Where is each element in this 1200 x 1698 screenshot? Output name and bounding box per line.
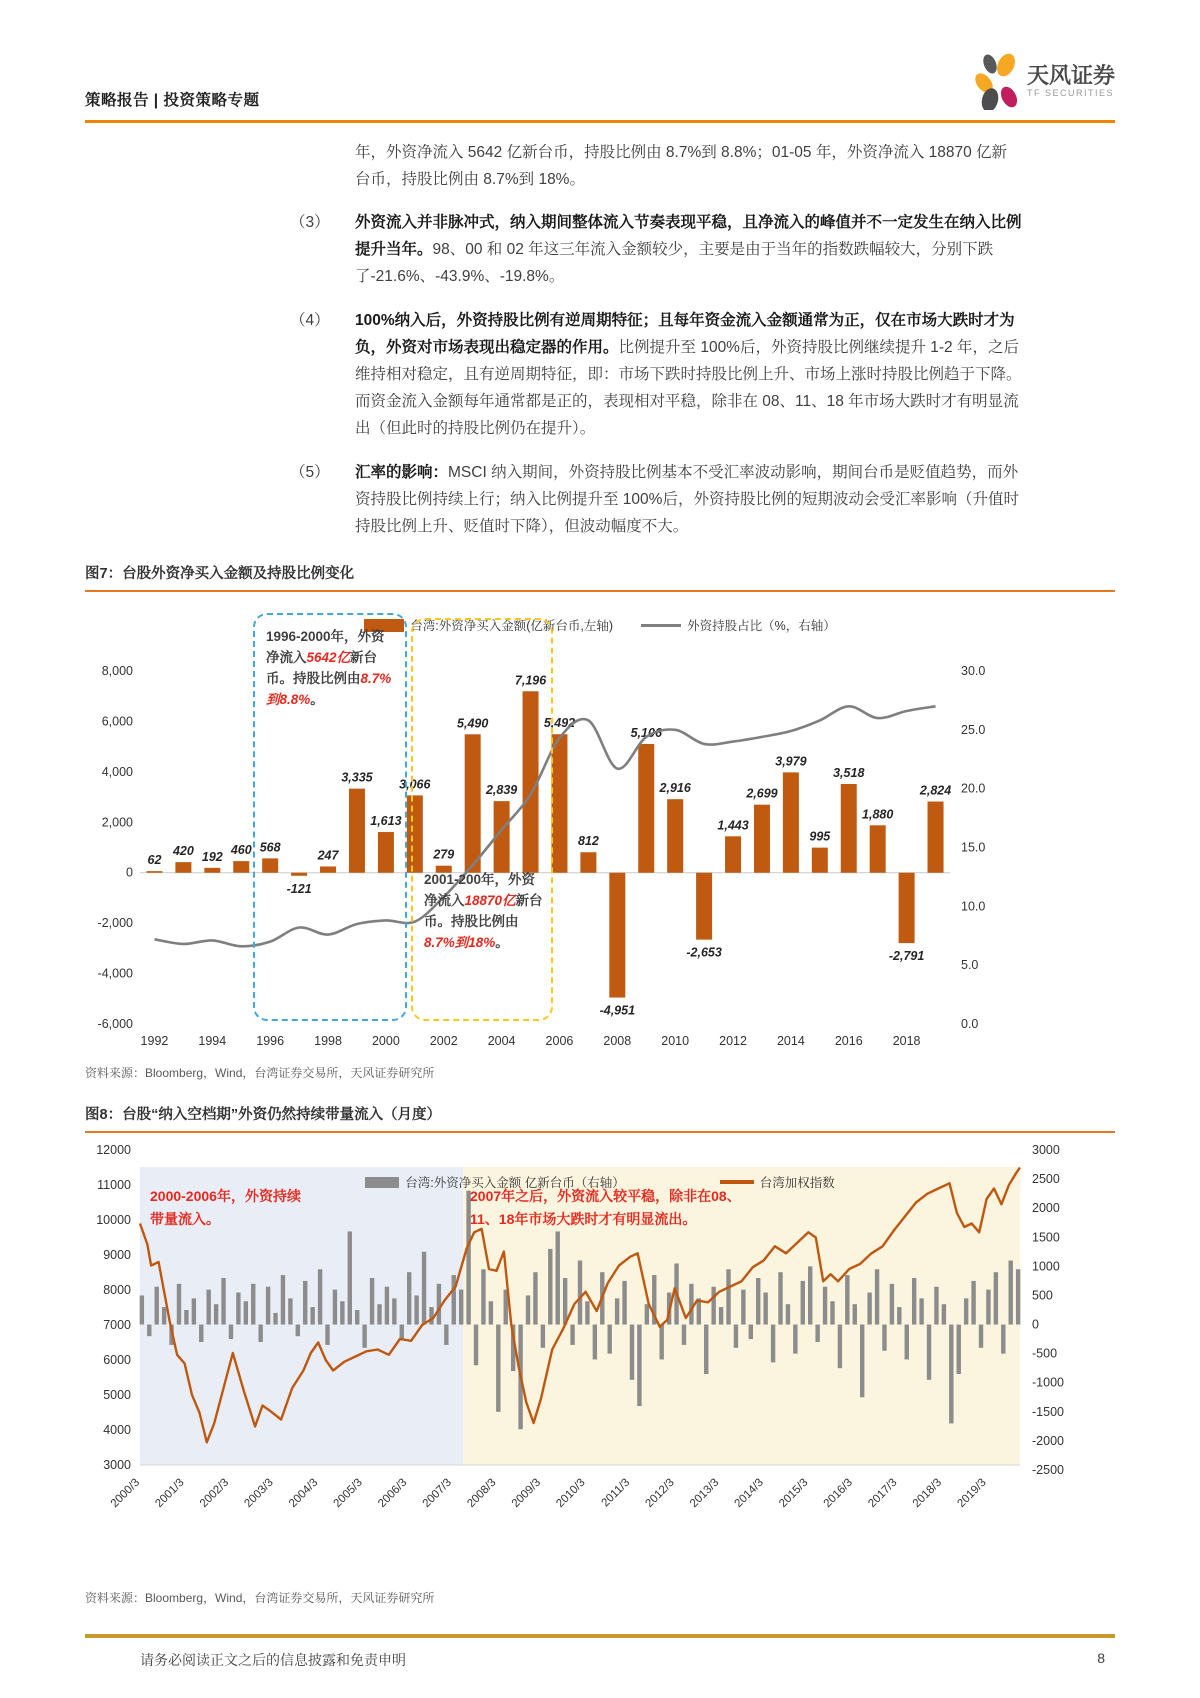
svg-text:500: 500	[1032, 1288, 1053, 1303]
svg-text:2007/3: 2007/3	[420, 1476, 455, 1511]
svg-text:2004/3: 2004/3	[286, 1476, 321, 1511]
svg-text:5.0: 5.0	[961, 958, 979, 973]
report-header	[85, 0, 1115, 110]
svg-text:12000: 12000	[96, 1143, 131, 1157]
svg-text:2,000: 2,000	[101, 815, 133, 830]
svg-text:6,000: 6,000	[101, 714, 133, 729]
list-number: （3）	[290, 214, 330, 231]
svg-text:2011/3: 2011/3	[599, 1476, 633, 1510]
svg-text:247: 247	[317, 848, 339, 863]
svg-text:2005/3: 2005/3	[331, 1476, 365, 1511]
svg-text:420: 420	[172, 844, 194, 859]
svg-text:279: 279	[433, 847, 455, 862]
svg-text:4,000: 4,000	[101, 764, 133, 779]
svg-text:2018: 2018	[892, 1034, 921, 1048]
figure-8-title: 图8：台股“纳入空档期”外资仍然持续带量流入（月度）	[85, 1103, 1115, 1133]
line-swatch-icon	[720, 1180, 754, 1184]
figure-7-title: 图7：台股外资净买入金额及持股比例变化	[85, 562, 1115, 592]
svg-text:25.0: 25.0	[961, 722, 986, 737]
line-swatch-icon	[641, 624, 681, 627]
svg-text:4000: 4000	[103, 1423, 131, 1437]
svg-text:2010/3: 2010/3	[554, 1476, 588, 1511]
svg-text:10000: 10000	[96, 1213, 131, 1227]
figure-7-legend	[85, 616, 1115, 634]
list-item-4	[290, 307, 1022, 442]
svg-text:5,492: 5,492	[543, 716, 576, 731]
svg-text:-2,653: -2,653	[686, 945, 722, 960]
legend-label: 外资持股占比（%，右轴）	[687, 619, 836, 633]
legend-label: 台湾:外资净买入金额 亿新台币（右轴）	[405, 1176, 625, 1190]
figure-8-source: 资料来源：Bloomberg，Wind，台湾证券交易所，天风证券研究所	[85, 1591, 435, 1605]
svg-text:2008: 2008	[603, 1034, 632, 1048]
svg-text:2004: 2004	[487, 1034, 516, 1048]
svg-text:2019/3: 2019/3	[955, 1476, 989, 1511]
svg-text:0: 0	[126, 865, 133, 880]
svg-text:-6,000: -6,000	[97, 1017, 133, 1031]
svg-text:11000: 11000	[97, 1178, 131, 1192]
list-number: （5）	[290, 464, 330, 481]
svg-text:9000: 9000	[103, 1248, 131, 1262]
svg-text:20.0: 20.0	[961, 781, 986, 796]
legend-item-holding	[641, 616, 836, 634]
svg-text:2016: 2016	[834, 1034, 863, 1048]
svg-text:460: 460	[230, 843, 252, 858]
svg-text:2006: 2006	[545, 1034, 574, 1048]
annotation-2001-2005: 2001-200年，外资净流入18870亿新台币。持股比例由8.7%到18%。	[424, 872, 543, 950]
legend-label: 台湾:外资净买入金额(亿新台币,左轴)	[410, 619, 614, 633]
svg-text:2006/3: 2006/3	[376, 1476, 410, 1511]
svg-text:-4,000: -4,000	[97, 966, 133, 981]
svg-text:-2000: -2000	[1032, 1433, 1064, 1448]
annotation-after-2007: 2007年之后，外资流入较平稳，除非在08、 11、18年市场大跌时才有明显流出。	[470, 1188, 741, 1227]
logo-petals-icon	[973, 52, 1019, 110]
svg-text:8,000: 8,000	[101, 664, 133, 678]
list-item-3	[290, 209, 1022, 290]
page-number: 8	[1097, 1650, 1105, 1666]
figure-8-chart	[85, 1137, 1115, 1579]
legend-label: 台湾加权指数	[759, 1176, 835, 1190]
svg-text:1,613: 1,613	[370, 814, 402, 829]
svg-text:2016/3: 2016/3	[821, 1476, 856, 1511]
svg-text:7000: 7000	[103, 1318, 131, 1332]
paragraph-continuation: 年，外资净流入 5642 亿新台币，持股比例由 8.7%到 8.8%；01-05 年，外资净流入 18870 亿新台币，持股比例由 8.7%到 18%。	[355, 144, 1008, 188]
svg-text:2000/3: 2000/3	[108, 1476, 143, 1511]
header-divider	[85, 120, 1115, 123]
svg-text:3,979: 3,979	[775, 754, 807, 769]
svg-text:1994: 1994	[198, 1034, 227, 1048]
tf-securities-logo	[973, 52, 1115, 110]
svg-text:8000: 8000	[103, 1283, 131, 1297]
svg-text:192: 192	[201, 849, 223, 864]
svg-text:1996: 1996	[256, 1034, 285, 1048]
svg-text:2,699: 2,699	[746, 786, 778, 801]
emphasis-text: 100%纳入后，外资持股比例有逆周期特征；且每年资金流入金额通常为正，仅在市场大跌时才为负，外资对市场表现出稳定器的作用。	[355, 312, 1015, 356]
svg-text:2012/3: 2012/3	[643, 1476, 677, 1511]
svg-text:-121: -121	[286, 881, 312, 896]
svg-text:2002: 2002	[429, 1034, 458, 1048]
svg-text:2,824: 2,824	[919, 783, 952, 798]
svg-text:2500: 2500	[1032, 1172, 1060, 1187]
svg-text:2018/3: 2018/3	[910, 1476, 945, 1511]
svg-text:568: 568	[259, 840, 281, 855]
svg-text:3000: 3000	[1032, 1143, 1060, 1157]
svg-text:1500: 1500	[1032, 1230, 1060, 1245]
svg-text:2009/3: 2009/3	[509, 1476, 544, 1511]
svg-text:62: 62	[147, 853, 162, 868]
svg-text:3,518: 3,518	[833, 766, 865, 781]
list-item-text	[355, 209, 1022, 290]
svg-text:1998: 1998	[314, 1034, 342, 1048]
svg-text:15.0: 15.0	[961, 840, 986, 855]
svg-text:-2,791: -2,791	[888, 949, 925, 964]
list-number: （4）	[290, 312, 330, 329]
regular-text: 98、00 和 02 年这三年流入金额较少，主要是由于当年的指数跌幅较大，分别下跌了-21.6%、-43.9%、-19.8%。	[355, 241, 994, 285]
svg-text:2000: 2000	[371, 1034, 400, 1048]
svg-text:0: 0	[1032, 1317, 1039, 1332]
svg-text:6000: 6000	[103, 1353, 131, 1367]
svg-text:2,839: 2,839	[485, 783, 518, 798]
svg-text:2015/3: 2015/3	[777, 1476, 811, 1511]
svg-text:3,066: 3,066	[399, 777, 431, 792]
svg-text:2013/3: 2013/3	[687, 1476, 722, 1511]
svg-text:2001/3: 2001/3	[153, 1476, 187, 1511]
svg-text:1,443: 1,443	[717, 818, 749, 833]
svg-text:-1000: -1000	[1032, 1375, 1064, 1390]
svg-text:10.0: 10.0	[961, 899, 986, 914]
figure-7	[85, 562, 1115, 1081]
annotation-1996-2000: 1996-2000年，外资净流入5642亿新台币。持股比例由8.7%到8.8%。	[266, 629, 392, 707]
regular-text: 比例提升至 100%后，外资持股比例继续提升 1-2 年，之后维持相对稳定，且有逆周期特征，即：市场下跌时持股比例上升、市场上涨时持股比例趋于下降。而资金流入金额每年通常都是正的，表现相对平稳，除非在 08、11、18 年市场大跌时才有明显流出（但此时的持股比例仍在提升）。	[355, 339, 1022, 437]
list-item-5	[290, 459, 1022, 540]
figure-7-source: 资料来源：Bloomberg，Wind，台湾证券交易所，天风证券研究所	[85, 1066, 435, 1080]
brand-name: 天风证券	[1026, 63, 1115, 89]
svg-text:5000: 5000	[103, 1388, 131, 1402]
figure-7-chart	[85, 596, 1115, 1054]
svg-text:3,335: 3,335	[341, 770, 373, 785]
page	[85, 0, 1115, 1670]
figure-7-canvas	[85, 596, 1115, 1054]
svg-text:2,916: 2,916	[659, 781, 691, 796]
svg-text:-2,000: -2,000	[97, 916, 133, 931]
svg-text:2000: 2000	[1032, 1201, 1060, 1216]
svg-text:7,196: 7,196	[514, 673, 547, 688]
svg-text:-4,951: -4,951	[599, 1003, 636, 1018]
annotation-2000-2006: 2000-2006年，外资持续 带量流入。	[150, 1188, 301, 1227]
svg-text:2003/3: 2003/3	[242, 1476, 276, 1511]
list-item-text	[355, 307, 1022, 442]
svg-text:5,490: 5,490	[457, 716, 489, 731]
svg-text:30.0: 30.0	[961, 664, 986, 678]
svg-text:-500: -500	[1032, 1346, 1058, 1361]
svg-text:2012: 2012	[719, 1034, 747, 1048]
svg-text:995: 995	[809, 829, 831, 844]
disclaimer-text: 请务必阅读正文之后的信息披露和免责申明	[140, 1652, 406, 1668]
svg-text:812: 812	[577, 834, 599, 849]
svg-text:2017/3: 2017/3	[866, 1476, 900, 1511]
svg-text:-1500: -1500	[1032, 1404, 1064, 1419]
emphasis-text: 汇率的影响：	[355, 464, 449, 481]
svg-text:2014/3: 2014/3	[732, 1476, 766, 1511]
svg-text:3000: 3000	[103, 1458, 131, 1472]
list-item-text	[355, 459, 1022, 540]
brand-subtitle: TF SECURITIES	[1026, 87, 1114, 98]
svg-text:1,880: 1,880	[862, 807, 894, 822]
svg-text:0.0: 0.0	[961, 1017, 979, 1031]
svg-text:5,106: 5,106	[630, 725, 662, 740]
body-text	[290, 139, 1022, 540]
bar-swatch-icon	[365, 1177, 399, 1188]
svg-text:2014: 2014	[776, 1034, 805, 1048]
svg-text:1992: 1992	[140, 1034, 169, 1048]
svg-text:2008/3: 2008/3	[465, 1476, 499, 1511]
page-footer	[85, 1634, 1115, 1670]
svg-text:2010: 2010	[661, 1034, 690, 1048]
regular-text: MSCI 纳入期间，外资持股比例基本不受汇率波动影响，期间台币是贬值趋势，而外资持股比例持续上行；纳入比例提升至 100%后，外资持股比例的短期波动会受汇率影响（升值时持股比例上升、贬值时下降），但波动幅度不大。	[355, 464, 1019, 535]
svg-text:1000: 1000	[1032, 1259, 1060, 1274]
highlight-box-2001-2005	[411, 618, 553, 1021]
report-category: 策略报告 | 投资策略专题	[85, 92, 260, 109]
emphasis-text: 外资流入并非脉冲式，纳入期间整体流入节奏表现平稳，且净流入的峰值并不一定发生在纳入比例提升当年。	[355, 214, 1022, 258]
svg-text:-2500: -2500	[1032, 1463, 1064, 1477]
svg-text:2002/3: 2002/3	[197, 1476, 232, 1511]
figure-8	[85, 1103, 1115, 1606]
